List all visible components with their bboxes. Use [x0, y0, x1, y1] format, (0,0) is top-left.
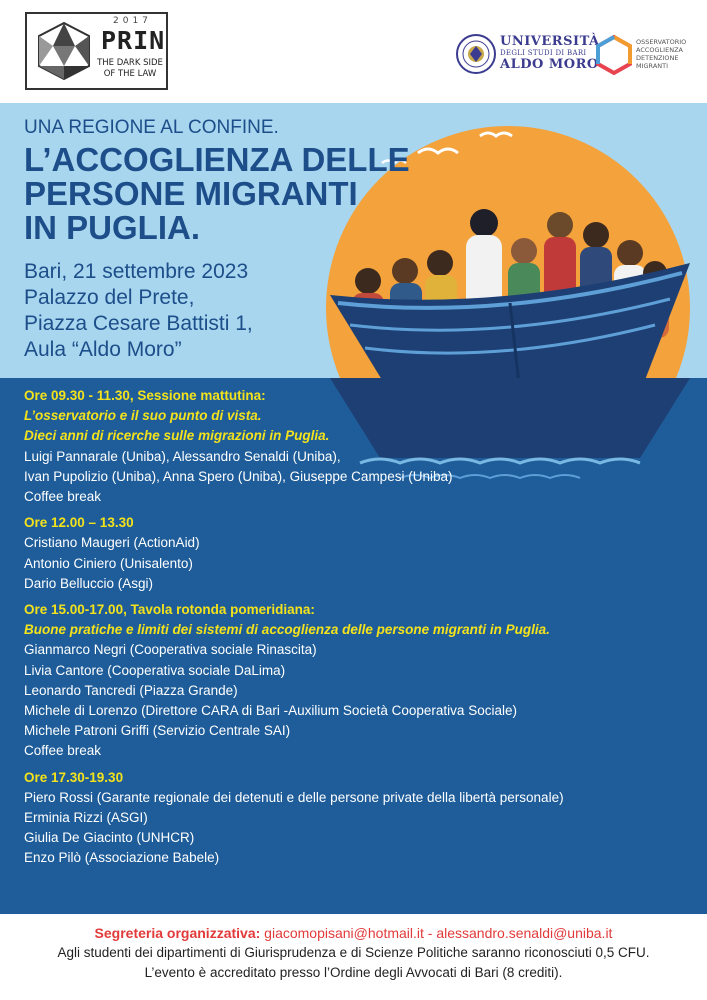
- event-date-location: [24, 259, 253, 363]
- break-line: Coffee break: [24, 743, 102, 759]
- session-midday: [24, 513, 694, 594]
- event-subtitle: UNA REGIONE AL CONFINE.: [24, 117, 279, 138]
- session-heading: Ore 17.30-19.30: [24, 769, 124, 785]
- speaker-line: Cristiano Maugeri (ActionAid): [24, 535, 200, 551]
- footer: [0, 914, 707, 1000]
- header: [0, 0, 707, 103]
- prin-subtitle: THE DARK SIDE OF THE LAW: [97, 58, 163, 79]
- credits-students: Agli studenti dei dipartimenti di Giurisprudenza e di Scienze Politiche saranno riconosciuti 0,5 CFU.: [57, 945, 650, 960]
- university-seal-icon: [456, 34, 496, 74]
- event-title-line: IN PUGLIA.: [24, 209, 201, 246]
- event-title: [24, 143, 410, 245]
- secretariat-line: [0, 923, 707, 943]
- credits-lawyers: L’evento è accreditato presso l’Ordine degli Avvocati di Bari (8 crediti).: [144, 965, 563, 980]
- prin-logo: [25, 12, 168, 90]
- session-morning: [24, 386, 694, 507]
- speaker-line: Enzo Pilò (Associazione Babele): [24, 850, 220, 866]
- session-heading: Ore 09.30 - 11.30, Sessione mattutina:: [24, 388, 266, 403]
- observatory-name: OSSERVATORIO ACCOGLIENZA DETENZIONE MIGRANTI: [636, 38, 687, 70]
- observatory-hexagon-icon: [594, 34, 634, 76]
- session-topic: L’osservatorio e il suo punto di vista.: [24, 408, 262, 424]
- speaker-line: Livia Cantore (Cooperativa sociale DaLima): [24, 662, 286, 678]
- speaker-line: Dario Belluccio (Asgi): [24, 575, 154, 591]
- speaker-line: Michele Patroni Griffi (Servizio Centrale SAI): [24, 723, 291, 739]
- secretariat-contacts[interactable]: giacomopisani@hotmail.it - alessandro.senaldi@uniba.it: [260, 925, 613, 941]
- event-title-line: L’ACCOGLIENZA DELLE: [24, 141, 410, 178]
- secretariat-label: Segreteria organizzativa:: [94, 925, 261, 941]
- program-list: [24, 386, 694, 875]
- program-section: [0, 378, 707, 914]
- speaker-line: Gianmarco Negri (Cooperativa sociale Rinascita): [24, 642, 317, 658]
- speaker-line: Michele di Lorenzo (Direttore CARA di Bari -Auxilium Società Cooperativa Sociale): [24, 703, 517, 719]
- speaker-line: Ivan Pupolizio (Uniba), Anna Spero (Uniba), Giuseppe Campesi (Uniba): [24, 468, 453, 484]
- speaker-line: Luigi Pannarale (Uniba), Alessandro Senaldi (Uniba),: [24, 448, 341, 464]
- session-heading: Ore 15.00-17.00, Tavola rotonda pomeridiana:: [24, 602, 315, 618]
- speaker-line: Leonardo Tancredi (Piazza Grande): [24, 682, 238, 698]
- prin-title: PRIN: [101, 26, 166, 55]
- event-room: Aula “Aldo Moro”: [24, 338, 182, 361]
- speaker-line: Antonio Ciniero (Unisalento): [24, 555, 193, 571]
- hero-banner: [0, 103, 707, 378]
- session-topic: Dieci anni di ricerche sulle migrazioni in Puglia.: [24, 428, 330, 444]
- session-topic: Buone pratiche e limiti dei sistemi di accoglienza delle persone migranti in Puglia.: [24, 622, 550, 638]
- session-heading: Ore 12.00 – 13.30: [24, 515, 134, 531]
- university-name: UNIVERSITÀ DEGLI STUDI DI BARI ALDO MORO: [500, 34, 600, 72]
- session-afternoon: [24, 600, 694, 762]
- speaker-line: Giulia De Giacinto (UNHCR): [24, 830, 195, 846]
- event-venue: Palazzo del Prete,: [24, 286, 195, 309]
- event-address: Piazza Cesare Battisti 1,: [24, 312, 253, 335]
- event-date: Bari, 21 settembre 2023: [24, 260, 249, 283]
- event-title-line: PERSONE MIGRANTI: [24, 175, 358, 212]
- session-evening: [24, 768, 694, 869]
- prin-year: 2017: [113, 16, 152, 26]
- break-line: Coffee break: [24, 489, 102, 505]
- speaker-line: Erminia Rizzi (ASGI): [24, 810, 148, 826]
- speaker-line: Piero Rossi (Garante regionale dei detenuti e delle persone private della libertà personale): [24, 789, 564, 805]
- polyhedron-icon: [33, 20, 95, 82]
